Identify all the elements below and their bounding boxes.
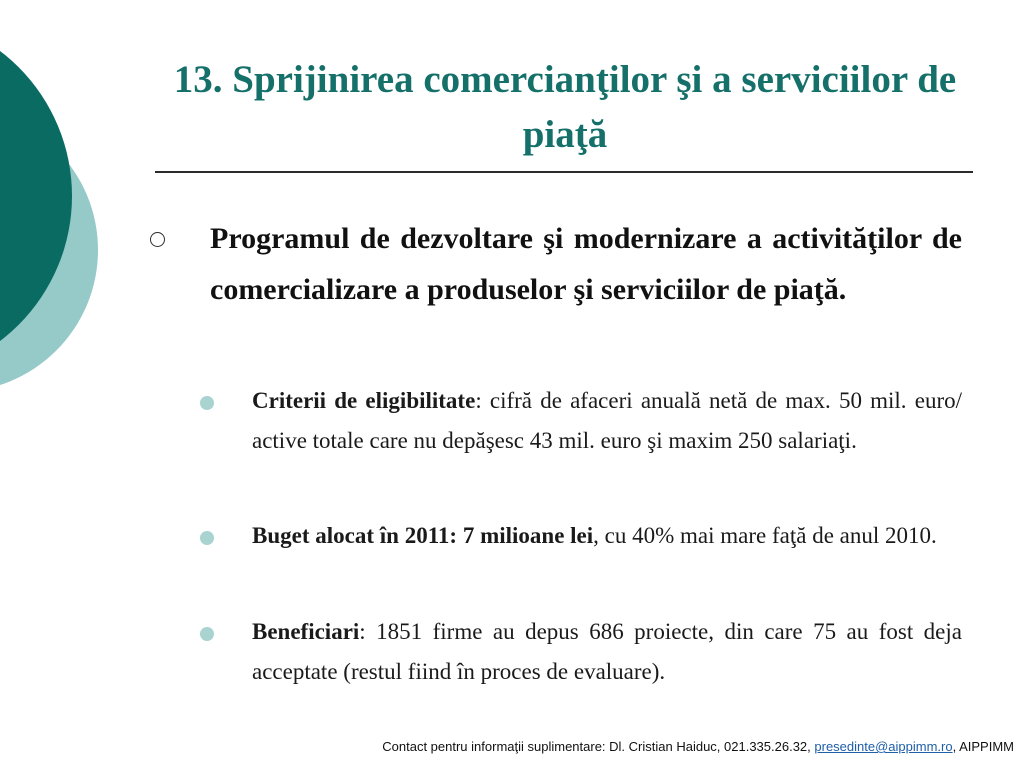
title-divider <box>155 171 973 173</box>
sub-point-label: Beneficiari <box>252 619 360 644</box>
filled-circle-bullet-icon <box>200 531 214 545</box>
footer-suffix: , AIPPIMM <box>952 739 1014 754</box>
footer-contact <box>0 739 1014 754</box>
sub-point-label: Buget alocat în 2011: 7 milioane lei <box>252 523 594 548</box>
sub-point-text: : 1851 firme au depus 686 proiecte, din care 75 au fost deja acceptate (restul fiind în proces de evaluare). <box>252 619 962 684</box>
sub-point-text: : cifră de afaceri anuală netă de max. 50 mil. euro/ active totale care nu depăşesc 43 mil. euro şi maxim 250 salariaţi. <box>252 388 962 453</box>
sub-point-label: Criterii de eligibilitate <box>252 388 476 413</box>
sub-point-beneficiaries <box>252 612 962 692</box>
hollow-circle-bullet-icon <box>150 232 165 247</box>
sub-point-text: , cu 40% mai mare faţă de anul 2010. <box>593 523 937 548</box>
footer-prefix: Contact pentru informaţii suplimentare: Dl. Cristian Haiduc, 021.335.26.32, <box>382 739 815 754</box>
sub-point-eligibility <box>252 381 962 461</box>
footer-email-link[interactable]: presedinte@aippimm.ro <box>814 739 953 754</box>
main-bullet-text: Programul de dezvoltare şi modernizare a activităţilor de comercializare a produselor şi serviciilor de piaţă. <box>210 222 962 306</box>
filled-circle-bullet-icon <box>200 396 214 410</box>
sub-point-budget <box>252 516 962 556</box>
slide-title: 13. Sprijinirea comercianţilor şi a serviciilor de piaţă <box>173 58 957 156</box>
filled-circle-bullet-icon <box>200 627 214 641</box>
